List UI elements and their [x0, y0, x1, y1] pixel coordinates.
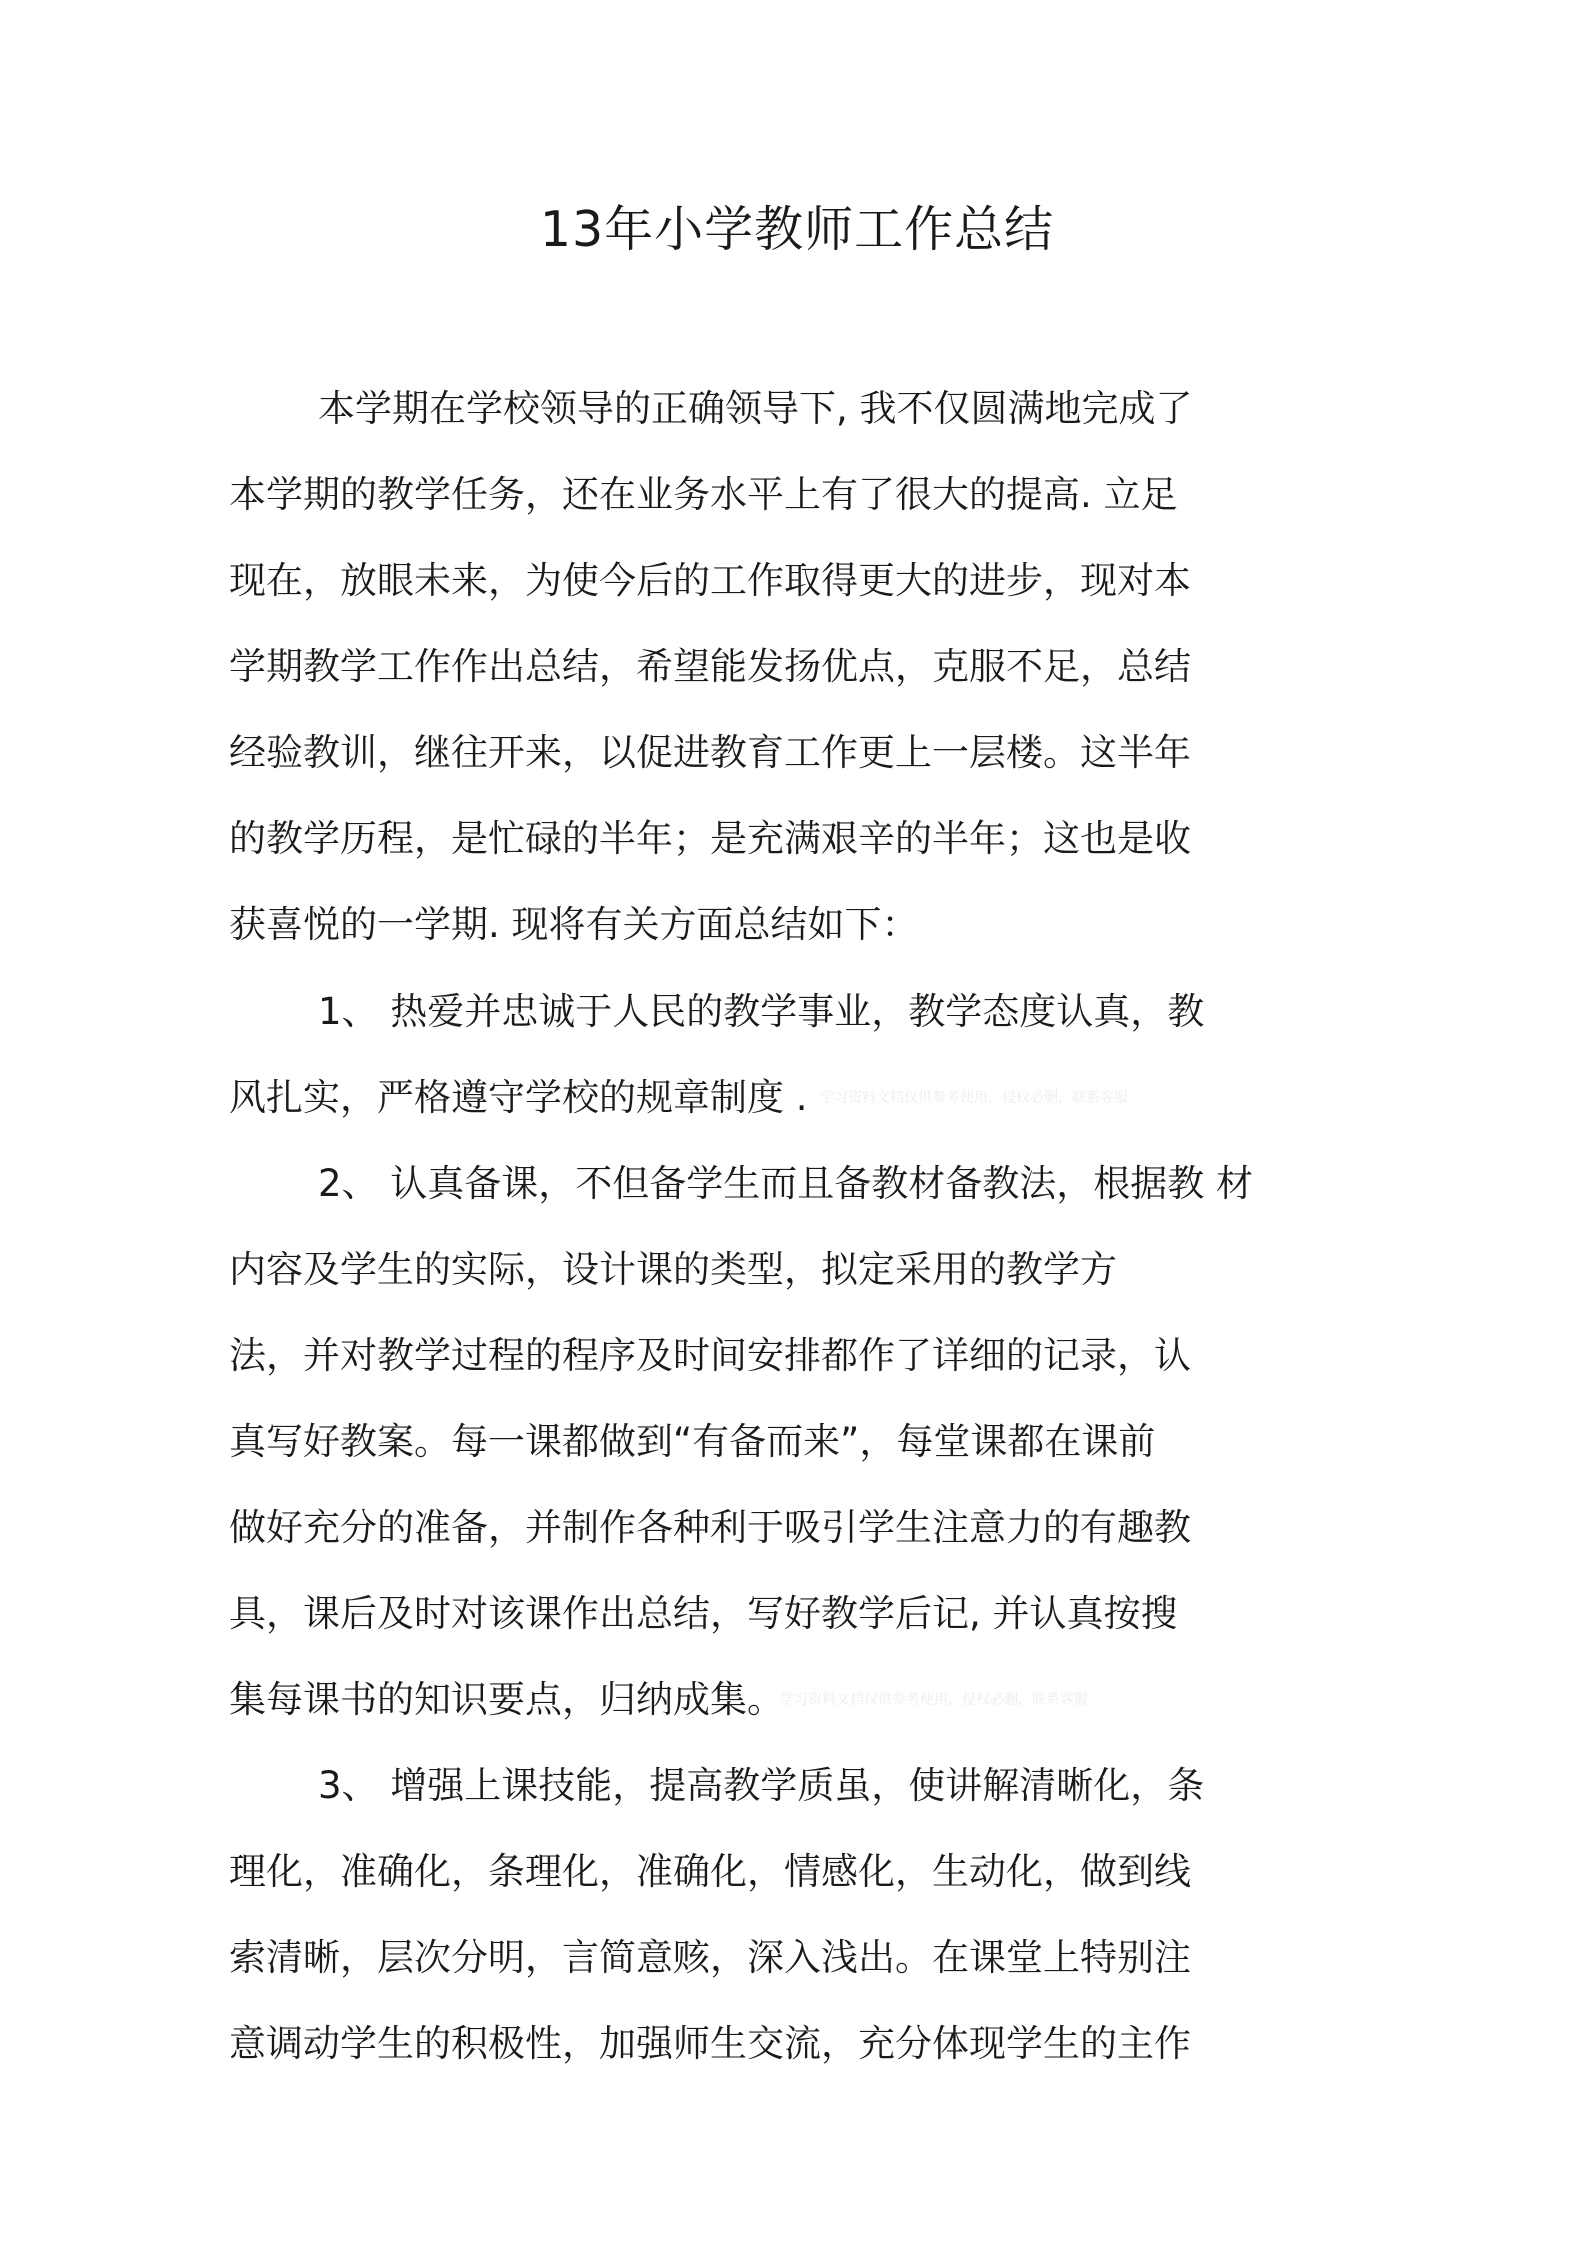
paragraph-line: 现在，放眼未来，为使今后的工作取得更大的进步，现对本: [229, 559, 1191, 602]
paragraph-line: 的教学历程，是忙碌的半年；是充满艰辛的半年；这也是收: [229, 817, 1191, 860]
paragraph-line: 学期教学工作作出总结，希望能发扬优点，克服不足，总结: [229, 645, 1191, 688]
paragraph-line: 本学期在学校领导的正确领导下, 我不仅圆满地完成了: [318, 387, 1193, 430]
list-item-2-line: 集每课书的知识要点，归纳成集。: [229, 1678, 784, 1721]
paragraph-line: 经验教训，继往开来，以促进教育工作更上一层楼。这半年: [229, 731, 1191, 774]
list-item-3-line: 意调动学生的积极性，加强师生交流，充分体现学生的主作: [229, 2022, 1191, 2065]
document-title: 13年小学教师工作总结: [539, 201, 1055, 258]
list-item-3-line: 理化，准确化，条理化，准确化，情感化，生动化，做到线: [229, 1850, 1191, 1893]
watermark-text: 学习资料文档仅供参考使用，侵权必删，联系客服: [820, 1090, 1128, 1106]
list-item-2-line: 内容及学生的实际，设计课的类型，拟定采用的教学方: [229, 1248, 1117, 1291]
list-item-3-line: 索清晰，层次分明，言简意赅，深入浅出。在课堂上特别注: [229, 1936, 1191, 1979]
list-item-1-line: 风扎实，严格遵守学校的规章制度 .: [229, 1076, 808, 1119]
list-item-3-line: 3、 增强上课技能，提高教学质虽，使讲解清晰化，条: [318, 1764, 1205, 1807]
paragraph-line: 本学期的教学任务，还在业务水平上有了很大的提高. 立足: [229, 473, 1178, 516]
list-item-2-line: 做好充分的准备，并制作各种利于吸引学生注意力的有趣教: [229, 1506, 1191, 1549]
list-item-2-line: 法，并对教学过程的程序及时间安排都作了详细的记录，认: [229, 1334, 1191, 1377]
list-item-2-line: 具，课后及时对该课作出总结，写好教学后记, 并认真按搜: [229, 1592, 1178, 1635]
list-item-2-line: 2、 认真备课，不但备学生而且备教材备教法，根据教 材: [318, 1162, 1254, 1205]
list-item-2-line: 真写好教案。每一课都做到“有备而来”，每堂课都在课前: [229, 1420, 1156, 1463]
paragraph-line: 获喜悦的一学期. 现将有关方面总结如下：: [229, 903, 919, 946]
watermark-text: 学习资料文档仅供参考使用，侵权必删，联系客服: [780, 1692, 1088, 1708]
list-item-1-line: 1、 热爱并忠诚于人民的教学事业，教学态度认真，教: [318, 990, 1205, 1033]
